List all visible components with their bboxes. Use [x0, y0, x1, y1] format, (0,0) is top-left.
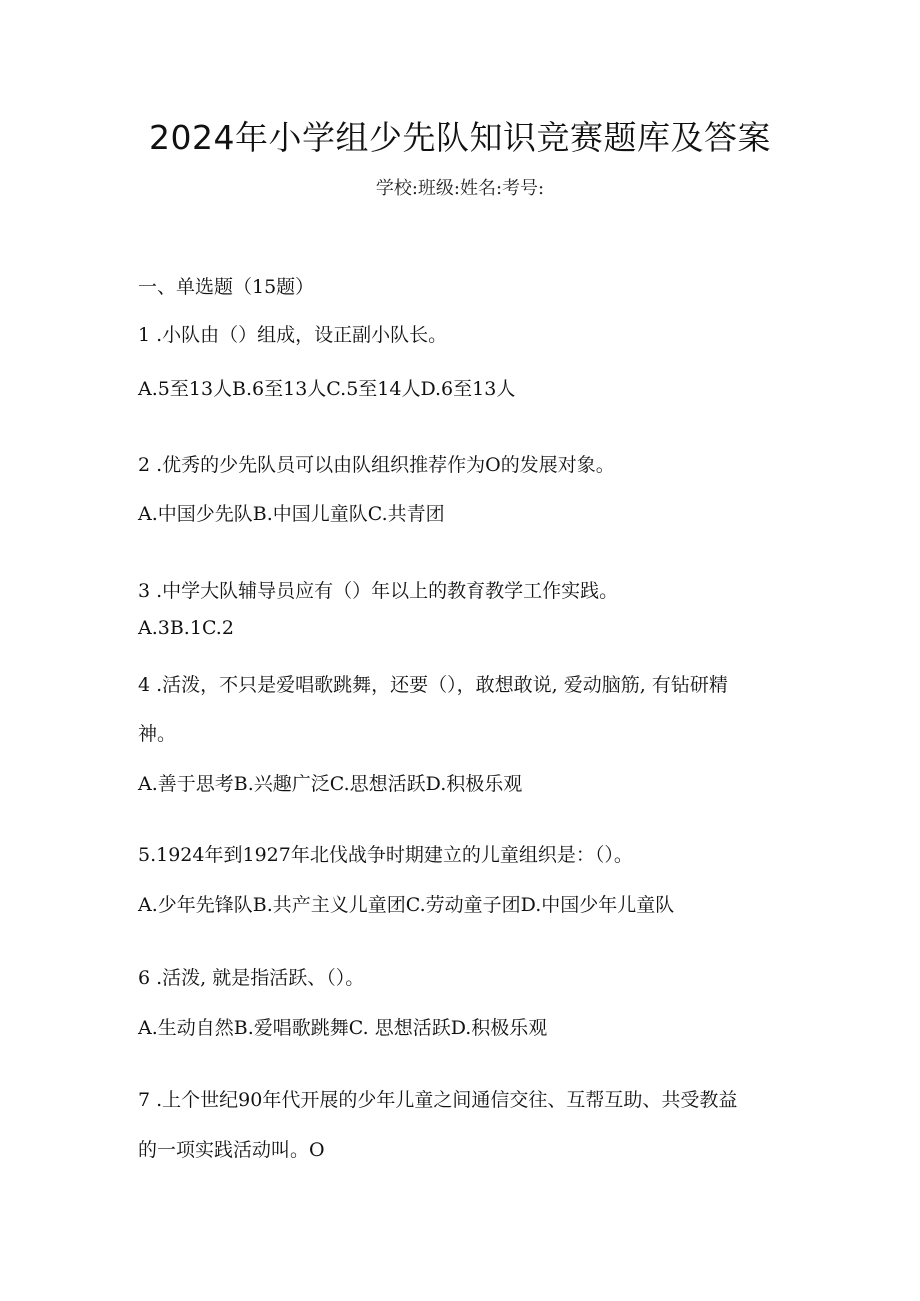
- question-6-text: 6 .活泼, 就是指活跃、（）。: [138, 967, 365, 989]
- question-6-options: A.生动自然B.爱唱歌跳舞C. 思想活跃D.积极乐观: [138, 1017, 548, 1039]
- question-3-text: 3 .中学大队辅导员应有（）年以上的教育教学工作实践。: [138, 580, 619, 602]
- question-7-text-line-2: 的一项实践活动叫。O: [138, 1139, 325, 1161]
- document-title: 2024年小学组少先队知识竞赛题库及答案: [149, 118, 771, 157]
- question-2-options: A.中国少先队B.中国儿童队C.共青团: [138, 503, 445, 525]
- student-info-line: 学校:班级:姓名:考号:: [375, 178, 545, 199]
- question-7-text-line-1: 7 .上个世纪90年代开展的少年儿童之间通信交往、互帮互助、共受教益: [138, 1089, 738, 1111]
- question-2-text: 2 .优秀的少先队员可以由队组织推荐作为O的发展对象。: [138, 454, 615, 476]
- section-heading: 一、单选题（15题）: [138, 276, 315, 298]
- question-4-text-line-1: 4 .活泼，不只是爱唱歌跳舞，还要（），敢想敢说, 爱动脑筋, 有钻研精: [138, 674, 728, 696]
- question-5-options: A.少年先锋队B.共产主义儿童团C.劳动童子团D.中国少年儿童队: [138, 894, 675, 916]
- question-4-text-line-2: 神。: [138, 723, 177, 745]
- question-4-options: A.善于思考B.兴趣广泛C.思想活跃D.积极乐观: [138, 773, 523, 795]
- question-1-text: 1 .小队由（）组成，设正副小队长。: [138, 324, 448, 346]
- question-1-options: A.5至13人B.6至13人C.5至14人D.6至13人: [138, 378, 516, 400]
- question-3-options: A.3B.1C.2: [138, 617, 234, 639]
- question-5-text: 5.1924年到1927年北伐战争时期建立的儿童组织是：（）。: [138, 844, 633, 866]
